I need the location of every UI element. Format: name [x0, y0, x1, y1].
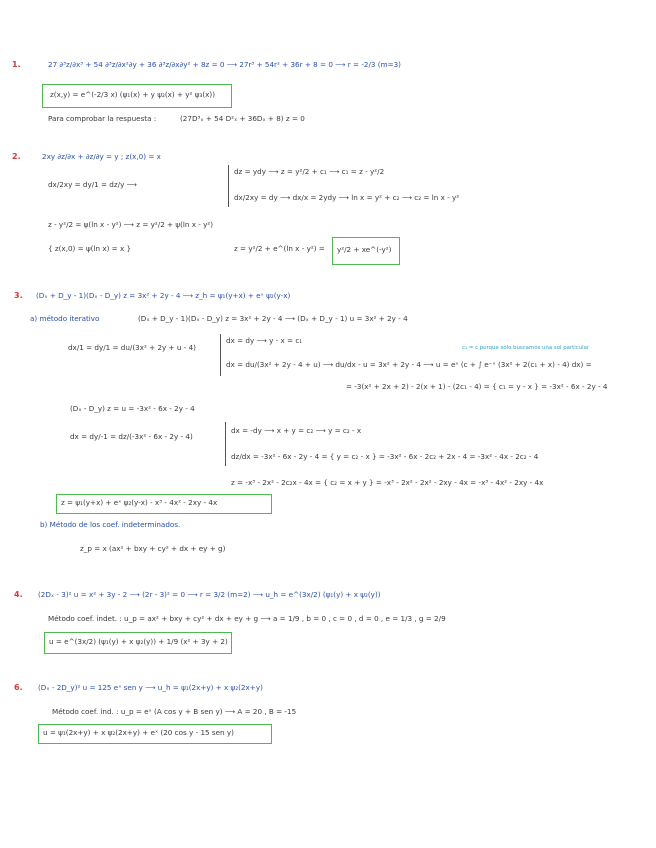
problem-3-a-line-4: dx = du/(3x² + 2y - 4 + u) ⟶ du/dx - u = 3x² + 2y - 4 ⟶ u = eˣ (c + ∫ e⁻ˣ (3x² + 2(c₁ + x) - 4) dx) = [226, 360, 592, 369]
problem-6-answer: u = ψ₁(2x+y) + x ψ₂(2x+y) + eˣ (20 cos y - 15 sen y) [43, 728, 234, 737]
problem-2-line-4: z - y²/2 = ψ(ln x - y²) ⟶ z = y²/2 + ψ(ln x - y²) [48, 220, 214, 229]
problem-4-equation: (2Dₓ - 3)² u = x² + 3y - 2 ⟶ (2r - 3)² = 0 ⟶ r = 3/2 (m=2) ⟶ u_h = e^(3x/2) (ψ₁(y) + x ψ₂(y)) [38, 590, 381, 599]
bracket-divider [220, 334, 221, 376]
problem-3-a-line-7: dx = dy/-1 = dz/(-3x² - 6x - 2y - 4) [70, 432, 193, 441]
bracket-divider [228, 165, 229, 207]
problem-3-a-line-10: z = -x³ - 2x² - 2c₂x - 4x = { c₂ = x + y } = -x³ - 2x² - 2x² - 2xy - 4x = -x³ - 4x² - 2xy - 4x [231, 478, 544, 487]
problem-3-equation: (Dₓ + D_y - 1)(Dₓ - D_y) z = 3x² + 2y - 4 ⟶ z_h = ψ₁(y+x) + eˣ ψ₂(y-x) [36, 291, 291, 300]
problem-4-number: 4. [14, 590, 23, 599]
problem-2-line-6: z = y²/2 + e^(ln x - y²) = [234, 244, 325, 253]
problem-3-part-b-line: z_p = x (ax² + bxy + cy² + dx + ey + g) [80, 544, 226, 553]
problem-1-answer: z(x,y) = e^(-2/3 x) (ψ₁(x) + y ψ₂(x) + y² ψ₃(x)) [50, 90, 216, 99]
problem-3-a-line-2: dx/1 = dy/1 = du/(3x² + 2y + u - 4) [68, 343, 196, 352]
problem-2-equation: 2xy ∂z/∂x + ∂z/∂y = y ; z(x,0) = x [42, 152, 161, 161]
problem-3-a-line-1: (Dₓ + D_y - 1)(Dₓ - D_y) z = 3x² + 2y - 4 ⟶ (Dₓ + D_y - 1) u = 3x² + 2y - 4 [138, 314, 408, 323]
problem-3-a-line-8: dx = -dy ⟶ x + y = c₂ ⟶ y = c₂ - x [231, 426, 362, 435]
problem-4-answer: u = e^(3x/2) (ψ₁(y) + x ψ₂(y)) + 1/9 (x² + 3y + 2) [49, 637, 228, 646]
problem-1-check-expr: (27D³ₓ + 54 D²ₓ + 36Dₓ + 8) z = 0 [180, 114, 305, 123]
problem-2-answer: y²/2 + xe^(-y²) [337, 245, 392, 254]
bracket-divider [225, 422, 226, 466]
problem-2-line-1: dx/2xy = dy/1 = dz/y ⟶ [48, 180, 137, 189]
problem-3-part-a-answer: z = ψ₁(y+x) + eˣ ψ₂(y-x) - x³ - 4x² - 2xy - 4x [61, 498, 218, 507]
problem-2-line-5: { z(x,0) = ψ(ln x) = x } [48, 244, 132, 253]
problem-3-a-line-3: dx = dy ⟶ y - x = c₁ [226, 336, 303, 345]
problem-3-part-b-label: b) Método de los coef. indeterminados. [40, 520, 181, 529]
problem-1-number: 1. [12, 60, 21, 69]
problem-6-number: 6. [14, 683, 23, 692]
problem-6-equation: (Dₓ - 2D_y)² u = 125 eˣ sen y ⟶ u_h = ψ₁(2x+y) + x ψ₂(2x+y) [38, 683, 263, 692]
problem-3-a-line-9: dz/dx = -3x² - 6x - 2y - 4 = { y = c₂ - x } = -3x² - 6x - 2c₂ + 2x - 4 = -3x² - 4x - 2c₂ - 4 [231, 452, 539, 461]
problem-3-number: 3. [14, 291, 23, 300]
problem-3-part-a-label: a) método iterativo [30, 314, 100, 323]
problem-1-equation: 27 ∂³z/∂x³ + 54 ∂³z/∂x²∂y + 36 ∂³z/∂x∂y² + 8z = 0 ⟶ 27r³ + 54r² + 36r + 8 = 0 ⟶ r = -2/3 (m=3) [48, 60, 401, 69]
problem-2-line-2: dz = ydy ⟶ z = y²/2 + c₁ ⟶ c₁ = z - y²/2 [234, 167, 385, 176]
problem-4-line: Método coef. indet. : u_p = ax² + bxy + cy² + dx + ey + g ⟶ a = 1/9 , b = 0 , c = 0 , d = 0 , e = 1/3 , g = 2/9 [48, 614, 446, 623]
problem-2-number: 2. [12, 152, 21, 161]
problem-3-a-line-6: (Dₓ - D_y) z = u = -3x² - 6x - 2y - 4 [70, 404, 195, 413]
problem-3-a-line-5: = -3(x² + 2x + 2) - 2(x + 1) - (2c₁ - 4) = { c₁ = y - x } = -3x² - 6x - 2y - 4 [346, 382, 608, 391]
problem-2-line-3: dx/2xy = dy ⟶ dx/x = 2ydy ⟶ ln x = y² + c₂ ⟶ c₂ = ln x - y² [234, 193, 460, 202]
problem-3-note: c₁ = c porque solo buscamos una sol particular [462, 345, 590, 351]
problem-6-line: Método coef. ind. : u_p = eˣ (A cos y + B sen y) ⟶ A = 20 , B = -15 [52, 707, 297, 716]
problem-1-check-label: Para comprobar la respuesta : [48, 114, 157, 123]
